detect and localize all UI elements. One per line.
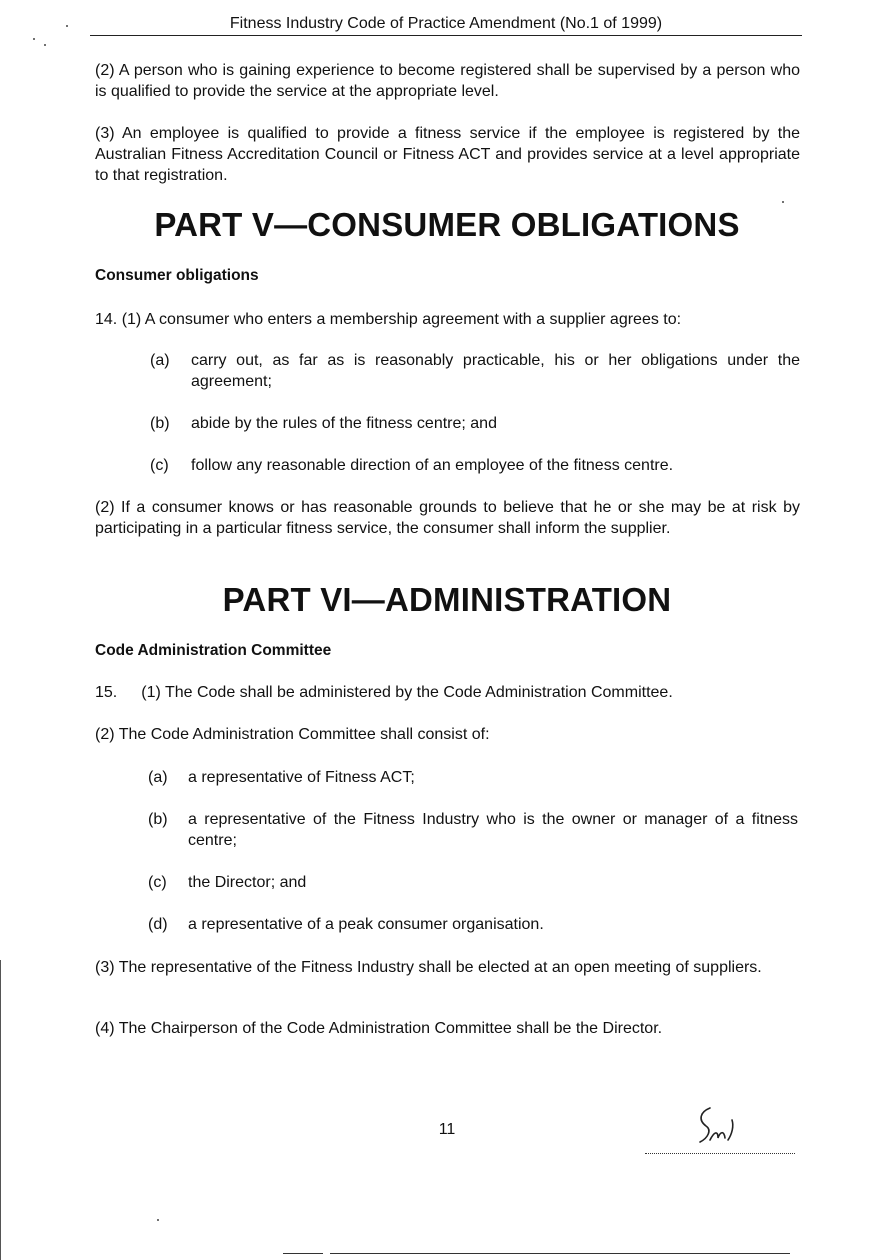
section-15-2-intro: (2) The Code Administration Committee shall consist of: [95,726,490,743]
code-administration-committee-heading: Code Administration Committee [95,642,332,659]
scan-speck [33,38,35,40]
list-item-label: (b) [148,811,168,828]
paragraph-13-3: (3) An employee is qualified to provide a fitness service if the employee is registered by the Australian Fitness Accreditation Council or Fitness ACT and provides service at a level appropriate to that registration. [95,125,800,184]
signature-line [645,1153,795,1154]
section-14-intro: 14. (1) A consumer who enters a membership agreement with a supplier agrees to: [95,311,682,328]
list-item [150,455,800,476]
list-item-label: (c) [150,457,169,474]
list-item [148,914,798,935]
list-item [150,350,800,392]
consumer-obligations-heading: Consumer obligations [95,267,259,284]
paragraph-13-2: (2) A person who is gaining experience to become registered shall be supervised by a person who is qualified to provide the service at the appropriate level. [95,62,800,100]
scan-speck [782,201,784,203]
section-15-3: (3) The representative of the Fitness Industry shall be elected at an open meeting of suppliers. [95,959,762,976]
scan-speck [157,1219,159,1221]
scan-edge-line [283,1253,323,1254]
list-item-label: (c) [148,874,167,891]
list-item-label: (b) [150,415,170,432]
section-15-1: 15. (1) The Code shall be administered by the Code Administration Committee. [95,684,673,701]
part-v-heading: PART V—CONSUMER OBLIGATIONS [154,206,740,243]
scan-speck [66,25,68,27]
list-item-text: follow any reasonable direction of an employee of the fitness centre. [191,457,674,474]
list-item-text: a representative of Fitness ACT; [188,769,415,786]
list-item-label: (a) [150,352,170,369]
list-item [148,809,798,851]
scan-edge-line [330,1253,790,1254]
part-vi-heading: PART VI—ADMINISTRATION [222,581,672,618]
running-header: Fitness Industry Code of Practice Amendment (No.1 of 1999) [90,13,802,36]
list-item-text: the Director; and [188,874,307,891]
section-14-2: (2) If a consumer knows or has reasonable grounds to believe that he or she may be at risk by participating in a particular fitness service, the consumer shall inform the supplier. [95,499,800,537]
scan-edge-line [0,960,1,1260]
list-item-text: carry out, as far as is reasonably practicable, his or her obligations under the agreement; [191,352,800,390]
list-item-text: a representative of the Fitness Industry who is the owner or manager of a fitness centre; [188,811,798,849]
section-15-4: (4) The Chairperson of the Code Administration Committee shall be the Director. [95,1020,663,1037]
list-item-label: (d) [148,916,168,933]
scan-speck [44,44,46,46]
list-item-text: a representative of a peak consumer organisation. [188,916,544,933]
list-item [148,872,798,893]
list-item [148,767,798,788]
list-item-text: abide by the rules of the fitness centre; and [191,415,497,432]
list-item-label: (a) [148,769,168,786]
list-item [150,413,800,434]
handwritten-initials-icon [688,1100,748,1150]
page-number: 11 [438,1121,456,1138]
